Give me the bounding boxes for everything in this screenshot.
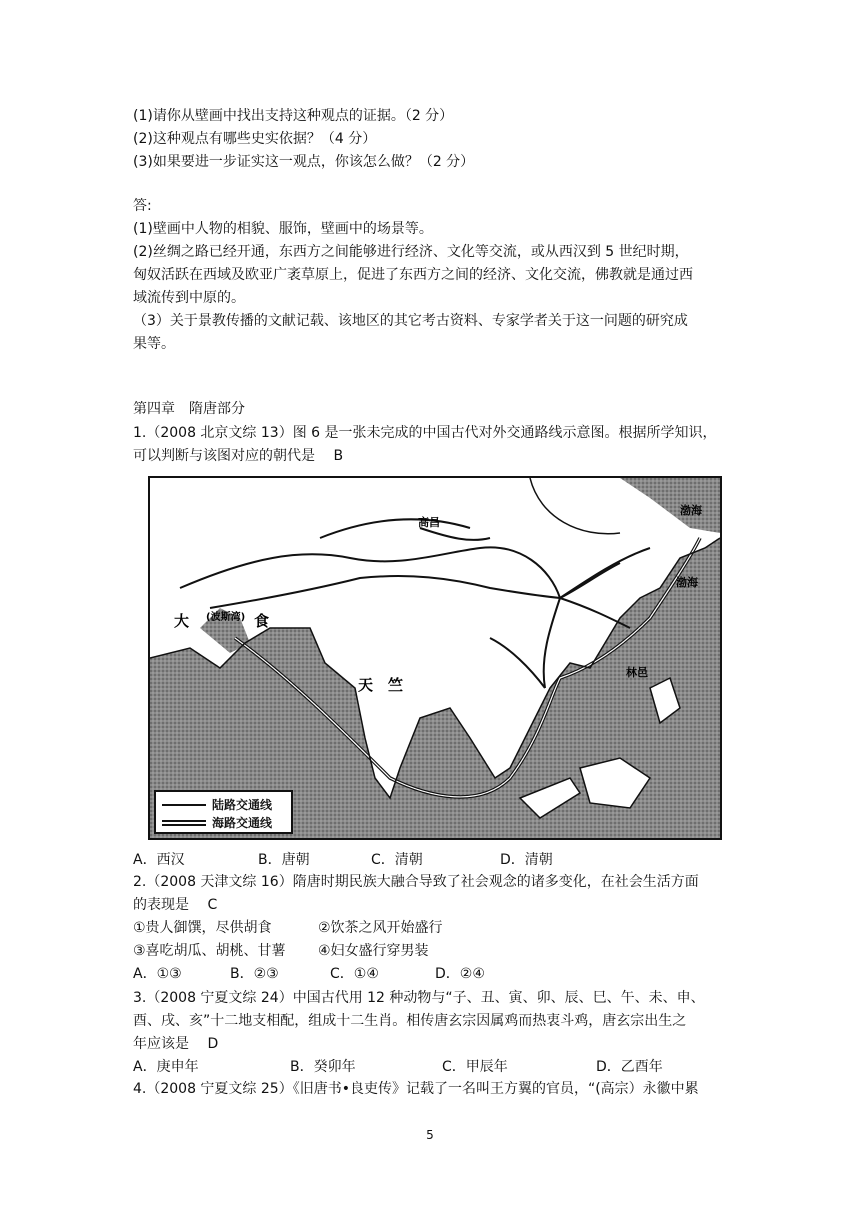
map-legend <box>154 790 293 834</box>
chapter-title: 第四章 隋唐部分 <box>133 401 245 417</box>
q1-option-b: B．唐朝 <box>258 852 310 868</box>
answer-line: 域流传到中原的。 <box>133 290 245 306</box>
q1-option-d: D．清朝 <box>500 852 553 868</box>
page-number: 5 <box>426 1128 434 1142</box>
q4-text: 4.（2008 宁夏文综 25）《旧唐书•良吏传》记载了一名叫王方翼的官员，“(高宗）永徽中累 <box>133 1081 699 1097</box>
legend-land-label: 陆路交通线 <box>212 798 273 812</box>
legend-sea-label: 海路交通线 <box>212 816 273 830</box>
trade-route-map <box>148 476 722 840</box>
answer-line: (1)壁画中人物的相貌、服饰，壁画中的场景等。 <box>133 221 433 237</box>
map-label-shi: 食 <box>254 612 270 630</box>
q2-item: ④妇女盛行穿男装 <box>318 943 429 959</box>
q1-text: 可以判断与该图对应的朝代是 B <box>133 448 344 464</box>
q3-text: 年应该是 D <box>133 1036 219 1052</box>
map-label-da: 大 <box>174 612 190 630</box>
q3-option-b: B．癸卯年 <box>290 1059 356 1075</box>
q1-option-a: A．西汉 <box>133 852 185 868</box>
map-label-tianzhu: 天 竺 <box>358 676 404 694</box>
answer-line: (2)丝绸之路已经开通，东西方之间能够进行经济、文化等交流，或从西汉到 5 世纪时期， <box>133 244 689 260</box>
q2-option-b: B．②③ <box>230 966 279 982</box>
q2-text: 2.（2008 天津文综 16）隋唐时期民族大融合导致了社会观念的诸多变化，在社会生活方面 <box>133 874 699 890</box>
map-graphic <box>150 478 720 838</box>
q1-option-c: C．清朝 <box>371 852 423 868</box>
q2-option-a: A．①③ <box>133 966 182 982</box>
land-route-swatch <box>162 804 206 806</box>
q3-text: 3.（2008 宁夏文综 24）中国古代用 12 种动物与“子、丑、寅、卯、辰、巳、午、未、申、 <box>133 990 705 1006</box>
question-line: (2)这种观点有哪些史实依据？（4 分） <box>133 131 377 147</box>
q2-item: ②饮茶之风开始盛行 <box>318 920 443 936</box>
q3-option-d: D．乙酉年 <box>596 1059 663 1075</box>
q3-text: 酉、戌、亥”十二地支相配，组成十二生肖。相传唐玄宗因属鸡而热衷斗鸡，唐玄宗出生之 <box>133 1013 687 1029</box>
answer-line: 匈奴活跃在西域及欧亚广袤草原上，促进了东西方之间的经济、文化交流，佛教就是通过西 <box>133 267 693 283</box>
answer-line: （3）关于景教传播的文献记载、该地区的其它考古资料、专家学者关于这一问题的研究成 <box>133 313 688 329</box>
map-label-bosi: (波斯湾) <box>206 612 246 623</box>
q2-item: ①贵人御馔，尽供胡食 <box>133 920 272 936</box>
q2-item: ③喜吃胡瓜、胡桃、甘薯 <box>133 943 286 959</box>
q2-text: 的表现是 C <box>133 897 218 913</box>
q1-text: 1.（2008 北京文综 13）图 6 是一张未完成的中国古代对外交通路线示意图。根据所学知识， <box>133 425 717 441</box>
answer-line: 果等。 <box>133 336 175 352</box>
map-label-bohai2: 渤海 <box>676 576 698 589</box>
map-label-linyi: 林邑 <box>626 666 648 679</box>
sea-route-swatch <box>162 820 206 826</box>
question-line: (1)请你从壁画中找出支持这种观点的证据。（2 分） <box>133 108 454 124</box>
q2-option-c: C．①④ <box>330 966 379 982</box>
map-label-bohai: 渤海 <box>680 504 702 517</box>
q2-option-d: D．②④ <box>435 966 485 982</box>
answer-label: 答: <box>133 198 152 214</box>
q3-option-c: C．甲辰年 <box>442 1059 508 1075</box>
map-label-gaochang: 高昌 <box>418 516 440 529</box>
q3-option-a: A．庚申年 <box>133 1059 199 1075</box>
question-line: (3)如果要进一步证实这一观点，你该怎么做？（2 分） <box>133 154 475 170</box>
